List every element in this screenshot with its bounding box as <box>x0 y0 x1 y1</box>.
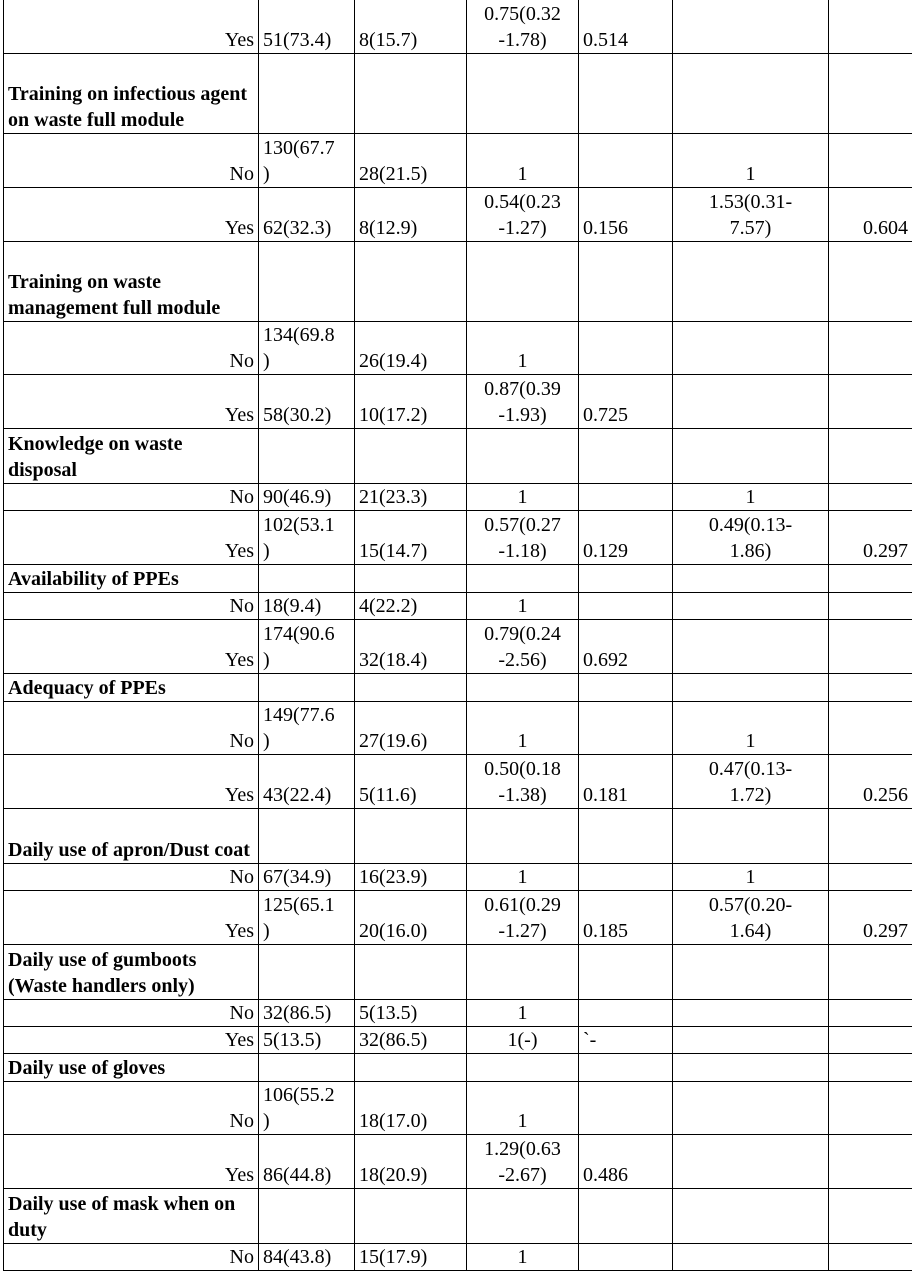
empty-cell <box>467 565 579 593</box>
cell-c2: 20(16.0) <box>355 891 467 945</box>
empty-cell <box>673 945 829 1000</box>
empty-cell <box>829 54 912 134</box>
empty-cell <box>259 809 355 864</box>
section-heading: Daily use of gloves <box>4 1054 259 1082</box>
table-row <box>4 620 912 674</box>
cell-c1: 18(9.4) <box>259 593 355 620</box>
cell-c5 <box>673 1000 829 1027</box>
table-section-heading-row <box>4 565 912 593</box>
cell-c1: 125(65.1 ) <box>259 891 355 945</box>
empty-cell <box>579 809 673 864</box>
cell-c2: 4(22.2) <box>355 593 467 620</box>
empty-cell <box>579 1189 673 1244</box>
table-row <box>4 755 912 809</box>
cell-c4 <box>579 134 673 188</box>
row-label: Yes <box>4 375 259 429</box>
empty-cell <box>259 242 355 322</box>
cell-c2: 32(86.5) <box>355 1027 467 1054</box>
empty-cell <box>467 1054 579 1082</box>
table-row <box>4 1027 912 1054</box>
cell-c3: 0.61(0.29 -1.27) <box>467 891 579 945</box>
table-row <box>4 1244 912 1271</box>
table-row <box>4 1135 912 1189</box>
cell-c6 <box>829 1027 912 1054</box>
table-row <box>4 134 912 188</box>
cell-c2: 27(19.6) <box>355 702 467 755</box>
section-heading: Training on infectious agent on waste full module <box>4 54 259 134</box>
empty-cell <box>829 429 912 484</box>
table-row <box>4 0 912 54</box>
row-label: Yes <box>4 891 259 945</box>
cell-c6 <box>829 1135 912 1189</box>
cell-c6: 0.297 <box>829 891 912 945</box>
empty-cell <box>355 1054 467 1082</box>
empty-cell <box>673 54 829 134</box>
cell-c3: 0.87(0.39 -1.93) <box>467 375 579 429</box>
empty-cell <box>829 945 912 1000</box>
table-row <box>4 1082 912 1135</box>
cell-c3: 1 <box>467 484 579 511</box>
cell-c6 <box>829 375 912 429</box>
empty-cell <box>829 1189 912 1244</box>
empty-cell <box>673 674 829 702</box>
cell-c3: 0.79(0.24 -2.56) <box>467 620 579 674</box>
empty-cell <box>579 674 673 702</box>
empty-cell <box>673 565 829 593</box>
empty-cell <box>259 674 355 702</box>
row-label: Yes <box>4 620 259 674</box>
row-label: Yes <box>4 1027 259 1054</box>
row-label: Yes <box>4 188 259 242</box>
cell-c3: 0.75(0.32 -1.78) <box>467 0 579 54</box>
cell-c1: 106(55.2 ) <box>259 1082 355 1135</box>
empty-cell <box>673 1054 829 1082</box>
cell-c1: 86(44.8) <box>259 1135 355 1189</box>
cell-c3: 1 <box>467 1000 579 1027</box>
cell-c3: 0.54(0.23 -1.27) <box>467 188 579 242</box>
cell-c6: 0.256 <box>829 755 912 809</box>
cell-c4 <box>579 484 673 511</box>
section-heading: Daily use of apron/Dust coat <box>4 809 259 864</box>
row-label: No <box>4 702 259 755</box>
empty-cell <box>355 674 467 702</box>
table-row <box>4 593 912 620</box>
cell-c3: 1 <box>467 1082 579 1135</box>
cell-c4 <box>579 593 673 620</box>
empty-cell <box>467 429 579 484</box>
cell-c2: 16(23.9) <box>355 864 467 891</box>
cell-c5 <box>673 593 829 620</box>
table-body <box>4 0 912 1271</box>
table-row <box>4 484 912 511</box>
table-row <box>4 1000 912 1027</box>
cell-c1: 32(86.5) <box>259 1000 355 1027</box>
cell-c6 <box>829 593 912 620</box>
cell-c6 <box>829 322 912 375</box>
cell-c5: 0.47(0.13- 1.72) <box>673 755 829 809</box>
row-label: No <box>4 1000 259 1027</box>
row-label: No <box>4 484 259 511</box>
empty-cell <box>259 1054 355 1082</box>
cell-c3: 0.50(0.18 -1.38) <box>467 755 579 809</box>
cell-c5 <box>673 0 829 54</box>
cell-c5 <box>673 1244 829 1271</box>
cell-c2: 8(12.9) <box>355 188 467 242</box>
empty-cell <box>355 809 467 864</box>
cell-c6 <box>829 484 912 511</box>
cell-c3: 1 <box>467 1244 579 1271</box>
table-row <box>4 322 912 375</box>
cell-c6: 0.604 <box>829 188 912 242</box>
cell-c3: 1(-) <box>467 1027 579 1054</box>
cell-c3: 1.29(0.63 -2.67) <box>467 1135 579 1189</box>
section-heading: Knowledge on waste disposal <box>4 429 259 484</box>
cell-c1: 84(43.8) <box>259 1244 355 1271</box>
cell-c3: 1 <box>467 134 579 188</box>
cell-c1: 149(77.6 ) <box>259 702 355 755</box>
cell-c1: 134(69.8 ) <box>259 322 355 375</box>
cell-c5 <box>673 1082 829 1135</box>
cell-c2: 5(11.6) <box>355 755 467 809</box>
row-label: No <box>4 593 259 620</box>
table-row <box>4 511 912 565</box>
cell-c1: 174(90.6 ) <box>259 620 355 674</box>
table-section-heading-row <box>4 674 912 702</box>
cell-c2: 8(15.7) <box>355 0 467 54</box>
cell-c2: 15(14.7) <box>355 511 467 565</box>
cell-c6 <box>829 134 912 188</box>
cell-c5: 0.57(0.20- 1.64) <box>673 891 829 945</box>
cell-c1: 90(46.9) <box>259 484 355 511</box>
cell-c4: 0.486 <box>579 1135 673 1189</box>
cell-c2: 15(17.9) <box>355 1244 467 1271</box>
section-heading: Daily use of gumboots (Waste handlers only) <box>4 945 259 1000</box>
cell-c6: 0.297 <box>829 511 912 565</box>
cell-c5: 0.49(0.13- 1.86) <box>673 511 829 565</box>
cell-c1: 130(67.7 ) <box>259 134 355 188</box>
cell-c5 <box>673 1135 829 1189</box>
cell-c3: 1 <box>467 593 579 620</box>
cell-c2: 21(23.3) <box>355 484 467 511</box>
empty-cell <box>467 54 579 134</box>
cell-c4: 0.514 <box>579 0 673 54</box>
cell-c5 <box>673 375 829 429</box>
empty-cell <box>673 1189 829 1244</box>
row-label: No <box>4 322 259 375</box>
cell-c1: 43(22.4) <box>259 755 355 809</box>
row-label: No <box>4 1082 259 1135</box>
cell-c4 <box>579 1244 673 1271</box>
cell-c5 <box>673 322 829 375</box>
cell-c4: 0.156 <box>579 188 673 242</box>
row-label: Yes <box>4 511 259 565</box>
cell-c5: 1 <box>673 134 829 188</box>
cell-c4 <box>579 864 673 891</box>
cell-c4 <box>579 1000 673 1027</box>
cell-c4: 0.181 <box>579 755 673 809</box>
empty-cell <box>829 565 912 593</box>
cell-c4: 0.185 <box>579 891 673 945</box>
cell-c5: 1 <box>673 864 829 891</box>
cell-c4 <box>579 1082 673 1135</box>
cell-c6 <box>829 620 912 674</box>
empty-cell <box>355 242 467 322</box>
cell-c3: 1 <box>467 864 579 891</box>
cell-c2: 32(18.4) <box>355 620 467 674</box>
empty-cell <box>829 1054 912 1082</box>
cell-c4: 0.692 <box>579 620 673 674</box>
cell-c4 <box>579 702 673 755</box>
row-label: No <box>4 1244 259 1271</box>
cell-c6 <box>829 1244 912 1271</box>
empty-cell <box>259 54 355 134</box>
table-row <box>4 891 912 945</box>
cell-c6 <box>829 1000 912 1027</box>
table-section-heading-row <box>4 1189 912 1244</box>
empty-cell <box>467 809 579 864</box>
empty-cell <box>355 565 467 593</box>
empty-cell <box>467 242 579 322</box>
cell-c2: 18(17.0) <box>355 1082 467 1135</box>
empty-cell <box>355 1189 467 1244</box>
empty-cell <box>579 242 673 322</box>
cell-c5: 1.53(0.31- 7.57) <box>673 188 829 242</box>
cell-c2: 18(20.9) <box>355 1135 467 1189</box>
cell-c2: 10(17.2) <box>355 375 467 429</box>
cell-c1: 62(32.3) <box>259 188 355 242</box>
row-label: Yes <box>4 1135 259 1189</box>
cell-c1: 67(34.9) <box>259 864 355 891</box>
cell-c6 <box>829 864 912 891</box>
cell-c1: 5(13.5) <box>259 1027 355 1054</box>
empty-cell <box>579 429 673 484</box>
empty-cell <box>829 674 912 702</box>
table-row <box>4 702 912 755</box>
cell-c2: 26(19.4) <box>355 322 467 375</box>
cell-c4: 0.129 <box>579 511 673 565</box>
empty-cell <box>355 429 467 484</box>
section-heading: Training on waste management full module <box>4 242 259 322</box>
cell-c1: 51(73.4) <box>259 0 355 54</box>
empty-cell <box>259 1189 355 1244</box>
cell-c3: 1 <box>467 702 579 755</box>
cell-c5 <box>673 620 829 674</box>
cell-c2: 28(21.5) <box>355 134 467 188</box>
table-section-heading-row <box>4 54 912 134</box>
row-label: No <box>4 134 259 188</box>
empty-cell <box>579 565 673 593</box>
empty-cell <box>259 945 355 1000</box>
cell-c3: 0.57(0.27 -1.18) <box>467 511 579 565</box>
empty-cell <box>673 242 829 322</box>
cell-c3: 1 <box>467 322 579 375</box>
row-label: Yes <box>4 0 259 54</box>
table-section-heading-row <box>4 242 912 322</box>
empty-cell <box>829 242 912 322</box>
section-heading: Adequacy of PPEs <box>4 674 259 702</box>
empty-cell <box>673 429 829 484</box>
cell-c6 <box>829 1082 912 1135</box>
section-heading: Availability of PPEs <box>4 565 259 593</box>
cell-c5: 1 <box>673 702 829 755</box>
table-row <box>4 864 912 891</box>
empty-cell <box>467 945 579 1000</box>
row-label: Yes <box>4 755 259 809</box>
row-label: No <box>4 864 259 891</box>
cell-c6 <box>829 702 912 755</box>
table-section-heading-row <box>4 809 912 864</box>
cell-c5: 1 <box>673 484 829 511</box>
empty-cell <box>467 674 579 702</box>
table-section-heading-row <box>4 945 912 1000</box>
empty-cell <box>579 54 673 134</box>
empty-cell <box>355 945 467 1000</box>
cell-c4: 0.725 <box>579 375 673 429</box>
cell-c1: 58(30.2) <box>259 375 355 429</box>
cell-c4 <box>579 322 673 375</box>
table-row <box>4 375 912 429</box>
empty-cell <box>467 1189 579 1244</box>
empty-cell <box>259 565 355 593</box>
empty-cell <box>673 809 829 864</box>
cell-c5 <box>673 1027 829 1054</box>
empty-cell <box>355 54 467 134</box>
cell-c6 <box>829 0 912 54</box>
empty-cell <box>829 809 912 864</box>
section-heading: Daily use of mask when on duty <box>4 1189 259 1244</box>
cell-c1: 102(53.1 ) <box>259 511 355 565</box>
empty-cell <box>259 429 355 484</box>
table-section-heading-row <box>4 429 912 484</box>
results-table <box>3 0 912 1271</box>
table-row <box>4 188 912 242</box>
cell-c2: 5(13.5) <box>355 1000 467 1027</box>
cell-c4: `- <box>579 1027 673 1054</box>
table-section-heading-row <box>4 1054 912 1082</box>
empty-cell <box>579 945 673 1000</box>
empty-cell <box>579 1054 673 1082</box>
